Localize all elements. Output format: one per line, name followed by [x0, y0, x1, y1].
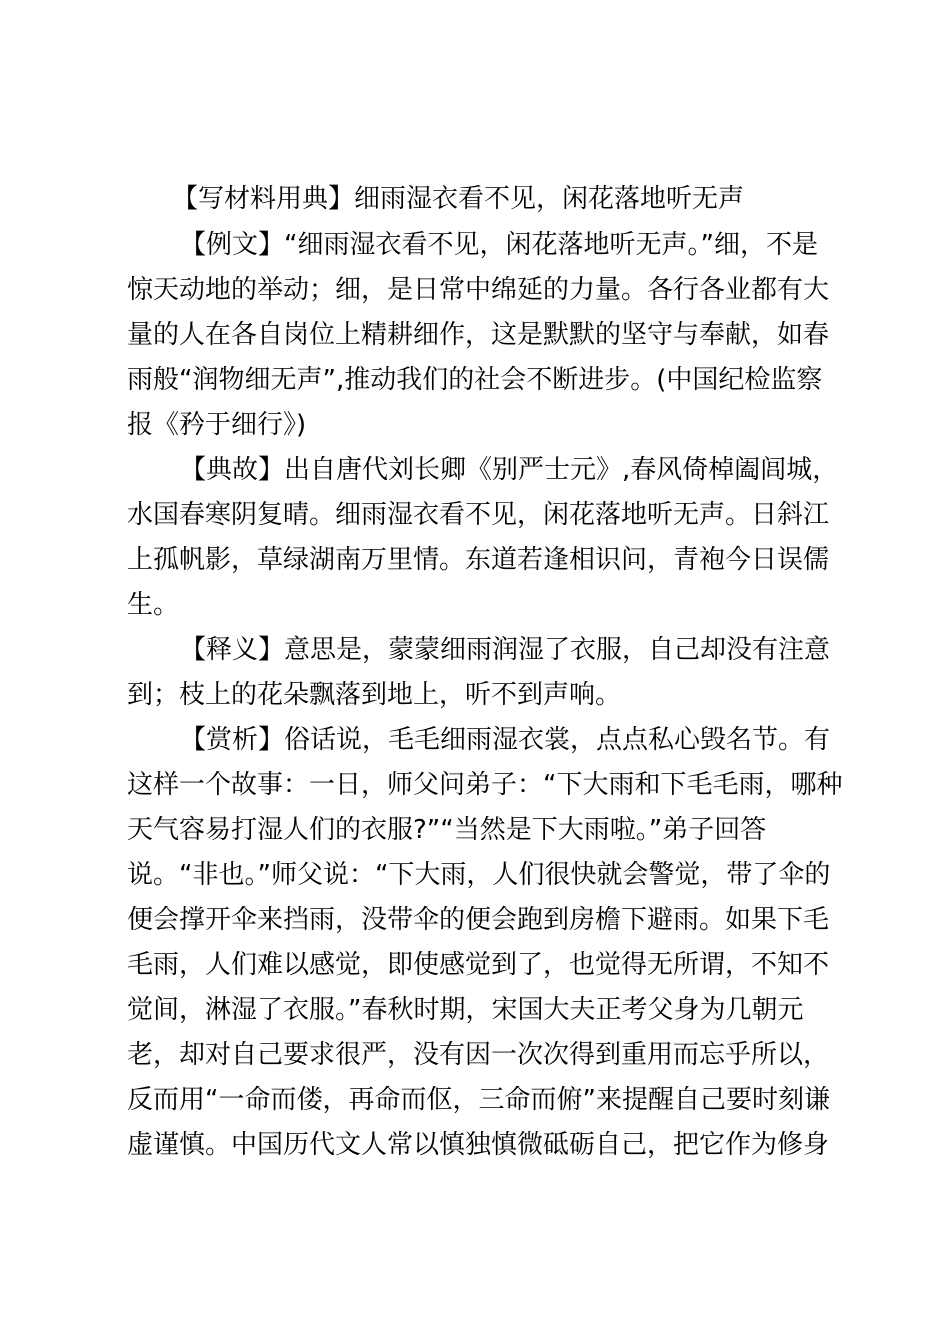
appreciation-line-10: 虚谨慎。中国历代文人常以慎独慎微砥砺自己，把它作为修身 [127, 1130, 830, 1160]
appreciation-line-6: 毛雨，人们难以感觉，即使感觉到了，也觉得无所谓，不知不 [127, 950, 830, 980]
appreciation-line-9: 反而用“一命而偻，再命而伛，三命而俯”来提醒自己要时刻谦 [127, 1085, 830, 1115]
example-line-4: 雨般“润物细无声”,推动我们的社会不断进步。(中国纪检监察 [127, 365, 823, 395]
appreciation-line-8: 老，却对自己要求很严，没有因一次次得到重用而忘乎所以， [127, 1040, 830, 1070]
appreciation-line-2: 这样一个故事：一日，师父问弟子：“下大雨和下毛毛雨，哪种 [127, 770, 843, 800]
allusion-line-3: 上孤帆影，草绿湖南万里情。东道若逢相识问，青袍今日误儒 [127, 545, 830, 575]
allusion-line-4: 生。 [127, 590, 180, 620]
appreciation-line-4: 说。“非也。”师父说：“下大雨，人们很快就会警觉，带了伞的 [127, 860, 831, 890]
example-line-3: 量的人在各自岗位上精耕细作，这是默默的坚守与奉献，如春 [127, 320, 830, 350]
appreciation-line-3: 天气容易打湿人们的衣服?”“当然是下大雨啦。”弟子回答 [127, 815, 767, 845]
appreciation-line-5: 便会撑开伞来挡雨，没带伞的便会跑到房檐下避雨。如果下毛 [127, 905, 830, 935]
meaning-line-1: 【释义】意思是，蒙蒙细雨润湿了衣服，自己却没有注意 [180, 635, 831, 665]
document-title: 【写材料用典】细雨湿衣看不见，闲花落地听无声 [172, 184, 745, 214]
appreciation-line-7: 觉间，淋湿了衣服。”春秋时期，宋国大夫正考父身为几朝元 [127, 995, 804, 1025]
example-line-2: 惊天动地的举动；细，是日常中绵延的力量。各行各业都有大 [127, 275, 830, 305]
meaning-line-2: 到；枝上的花朵飘落到地上，听不到声响。 [127, 680, 622, 710]
appreciation-line-1: 【赏析】俗话说，毛毛细雨湿衣裳，点点私心毁名节。有 [180, 725, 831, 755]
allusion-line-2: 水国春寒阴复晴。细雨湿衣看不见，闲花落地听无声。日斜江 [127, 500, 830, 530]
example-line-1: 【例文】“细雨湿衣看不见，闲花落地听无声。”细，不是 [180, 230, 818, 260]
example-line-5: 报《矜于细行》) [127, 410, 307, 440]
allusion-line-1: 【典故】出自唐代刘长卿《别严士元》,春风倚棹阖闾城， [180, 455, 839, 485]
